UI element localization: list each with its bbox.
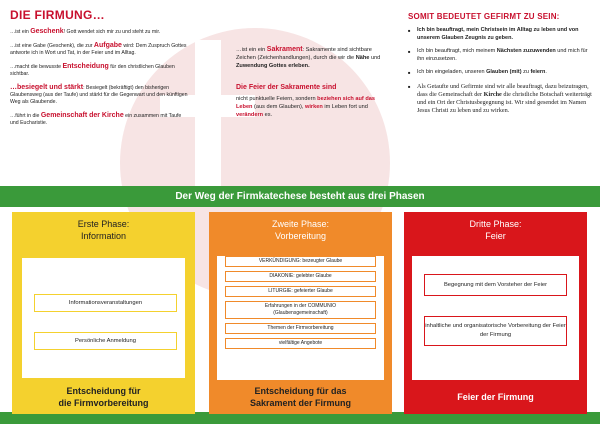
phase-3-body [412,256,579,380]
phase-1-box-1: Informationsveranstaltungen [34,294,177,312]
phase-2-box-1: VERKÜNDIGUNG: bezeugter Glaube [225,256,376,267]
phase-2-header: Zweite Phase: Vorbereitung [271,219,330,241]
phase-2-box-5: Themen der Firmvorbereitung [225,323,376,334]
phase-1-body [20,256,187,380]
phase-3-box-1: Begegnung mit dem Vorsteher der Feier [424,274,567,296]
gefirmt-title: SOMIT BEDEUTET GEFIRMT ZU SEIN: [408,12,560,21]
gefirmt-item-4: ■ Als Getaufte und Gefirmte sind wir alle beauftragt, dazu beizutragen, dass die Gemeinschaft der Kirche die christliche Botschaft weiterträgt und ein Ort der Christusbegegnung ist. Wir sind gesendet im Namen Jesus Christi zu leben und zu wirken. [408,83,594,115]
gefirmt-item-1: ■ Ich bin beauftragt, mein Christsein im Alltag zu leben und von unserem Glauben Zeugnis zu geben. [408,27,594,42]
gefirmt-item-3: ■ Ich bin eingeladen, unseren Glauben (mit) zu feiern. [408,69,594,77]
phase-3-header: Dritte Phase: Feier [469,219,522,241]
phase-2-body [217,256,384,380]
sakrament-text: …ist ein ein Sakrament: Sakramente sind sichtbare Zeichen (Zeichenhandlungen), durch die wir die Nähe und Zuwendung Gottes erleben. [236,46,381,69]
phase-1-card [12,212,195,414]
gefirmt-item-2: ■ Ich bin beauftragt, mich meinem Nächsten zuzuwenden und mich für ihn einzusetzen. [408,48,594,63]
phase-2-box-3: LITURGIE: gefeierter Glaube [225,286,376,297]
definition-item-5: …führt in die Gemeinschaft der Kirche ein zusammen mit Taufe und Eucharistie. [10,112,182,126]
phase-2-box-6: vielfältige Angebote [225,338,376,349]
phase-1-box-2: Persönliche Anmeldung [34,332,177,350]
sakrament-feier-text: nicht punktuelle Feiern, sondern beziehen sich auf das Leben (aus dem Glauben), wirken im Leben fort und verändern es. [236,95,375,118]
phase-3-card [404,212,587,414]
definition-item-1: …ist ein Geschenk! Gott wendet sich mir zu und steht zu mir. [10,28,161,35]
definition-item-4: …besiegelt und stärkt: Besiegelt (bekräftigt) den bisherigen Glaubensweg (aus der Taufe) und stärkt für die Gegenwart und den künftigen Weg als Glaubende. [10,84,188,105]
phases-banner: Der Weg der Firmkatechese besteht aus drei Phasen [0,186,600,207]
firmung-title: DIE FIRMUNG… [10,8,105,22]
phase-2-box-4: Erfahrungen in der COMMUNIO (Glaubensgemeinschaft) [225,301,376,319]
sakrament-column [236,46,381,125]
gefirmt-list [408,27,594,115]
phase-2-footer: Entscheidung für das Sakrament der Firmung [249,386,352,408]
sakrament-feier-subtitle: Die Feier der Sakramente sind [236,84,337,91]
definition-item-2: …ist eine Gabe (Geschenk), die zur Aufgabe wird: Dem Zuspruch Gottes antworte ich in Wort und Tat, in der Feier und im Alltag. [10,42,187,56]
phase-2-card [209,212,392,414]
phase-1-header: Erste Phase: Information [77,219,130,241]
phase-2-box-2: DIAKONIE: gelebter Glaube [225,271,376,282]
definition-item-3: …macht die bewusste Entscheidung für den christlichen Glauben sichtbar. [10,63,175,77]
phase-3-box-2: inhaltliche und organisatorische Vorbereitung der Feier der Firmung [424,316,567,346]
phase-3-footer: Feier der Firmung [457,392,534,402]
gefirmt-column [408,12,594,121]
phase-1-footer: Entscheidung für die Firmvorbereitung [58,386,149,408]
firmung-definition-column [10,8,190,133]
